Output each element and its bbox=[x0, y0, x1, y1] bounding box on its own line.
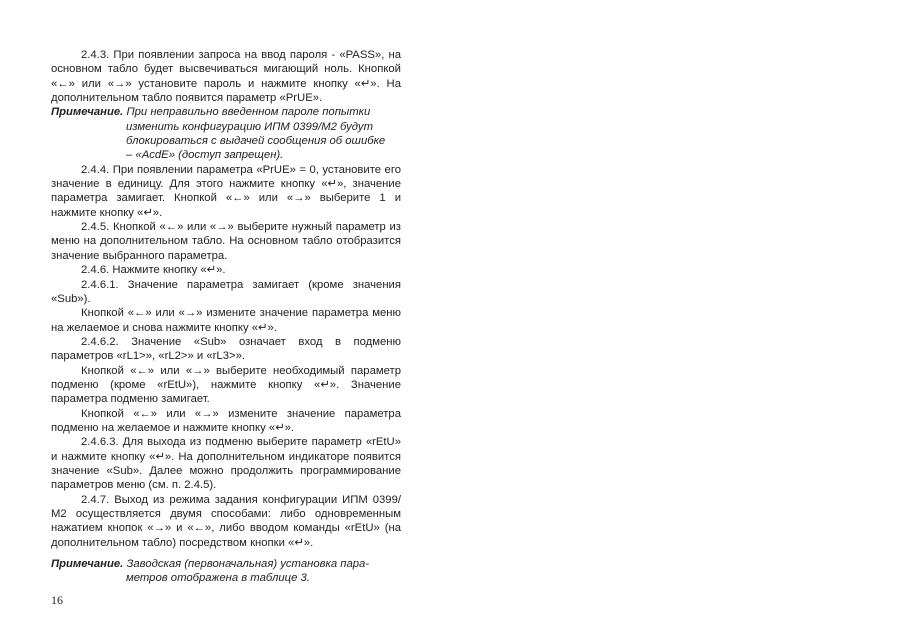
page-number: 16 bbox=[51, 593, 63, 607]
paragraph-2-4-7: 2.4.7. Выход из режима задания конфигурации ИПМ 0399/М2 осуществляется двумя способами: либо одновременным нажатием кнопок «→» и «←», либо вводом команды «rEtU» (на дополнительном табло) посредством кнопки «↵». bbox=[51, 493, 401, 549]
paragraph-2-4-6-2-b: Кнопкой «←» или «→» выберите необходимый параметр подменю (кроме «rEtU»), нажмите кнопку «↵». Значение параметра подменю замигает. bbox=[51, 364, 401, 406]
note-text-line: При неправильно введенном пароле попытки bbox=[126, 106, 371, 119]
spacer bbox=[51, 550, 401, 557]
note-password bbox=[51, 105, 401, 162]
paragraph-2-4-6-3: 2.4.6.3. Для выхода из подменю выберите параметр «rEtU» и нажмите кнопку «↵». На дополнительном индикаторе появится значение «Sub». Далее можно продолжить программирование параметров меню (см. п. 2.4.5). bbox=[51, 436, 401, 492]
paragraph-2-4-6-2-c: Кнопкой «←» или «→» измените значение параметра подменю на желаемое и нажмите кнопку «↵». bbox=[51, 407, 401, 434]
note-text-line: метров отображена в таблице 3. bbox=[126, 572, 310, 585]
text-column bbox=[51, 48, 401, 586]
paragraph-2-4-6-2: 2.4.6.2. Значение «Sub» означает вход в подменю параметров «rL1>», «rL2>» и «rL3>». bbox=[51, 335, 401, 363]
note-factory-settings bbox=[51, 557, 401, 586]
note-text-line: изменить конфигурацию ИПМ 0399/М2 будут bbox=[126, 120, 373, 133]
note-text-line: Заводская (первоначальная) установка пара- bbox=[126, 558, 370, 571]
paragraph-2-4-6-1: 2.4.6.1. Значение параметра замигает (кроме значения «Sub»). bbox=[51, 278, 401, 305]
note-label: Примечание. bbox=[51, 106, 124, 119]
paragraph-2-4-3: 2.4.3. При появлении запроса на ввод пароля - «PASS», на основном табло будет высвечиваться мигающий ноль. Кнопкой «←» или «→» установите пароль и нажмите кнопку «↵». На дополнительном табло появится параметр «PrUE». bbox=[51, 49, 401, 105]
note-label: Примечание. bbox=[51, 558, 124, 571]
paragraph-2-4-4: 2.4.4. При появлении параметра «PrUE» = 0, установите его значение в единицу. Для этого нажмите кнопку «↵», значение параметра замигает. Кнопкой «←» или «→» выберите 1 и нажмите кнопку «↵». bbox=[51, 163, 401, 219]
paragraph-2-4-6: 2.4.6. Нажмите кнопку «↵». bbox=[81, 264, 226, 277]
paragraph-2-4-6-1-b: Кнопкой «←» или «→» измените значение параметра меню на желаемое и снова нажмите кнопку «↵». bbox=[51, 307, 401, 334]
paragraph-2-4-5: 2.4.5. Кнопкой «←» или «→» выберите нужный параметр из меню на дополнительном табло. На основном табло отобразится значение выбранного параметра. bbox=[51, 221, 401, 262]
note-text-line: – «AcdE» (доступ запрещен). bbox=[126, 149, 284, 162]
note-text-line: блокироваться с выдачей сообщения об ошибке bbox=[126, 135, 386, 148]
